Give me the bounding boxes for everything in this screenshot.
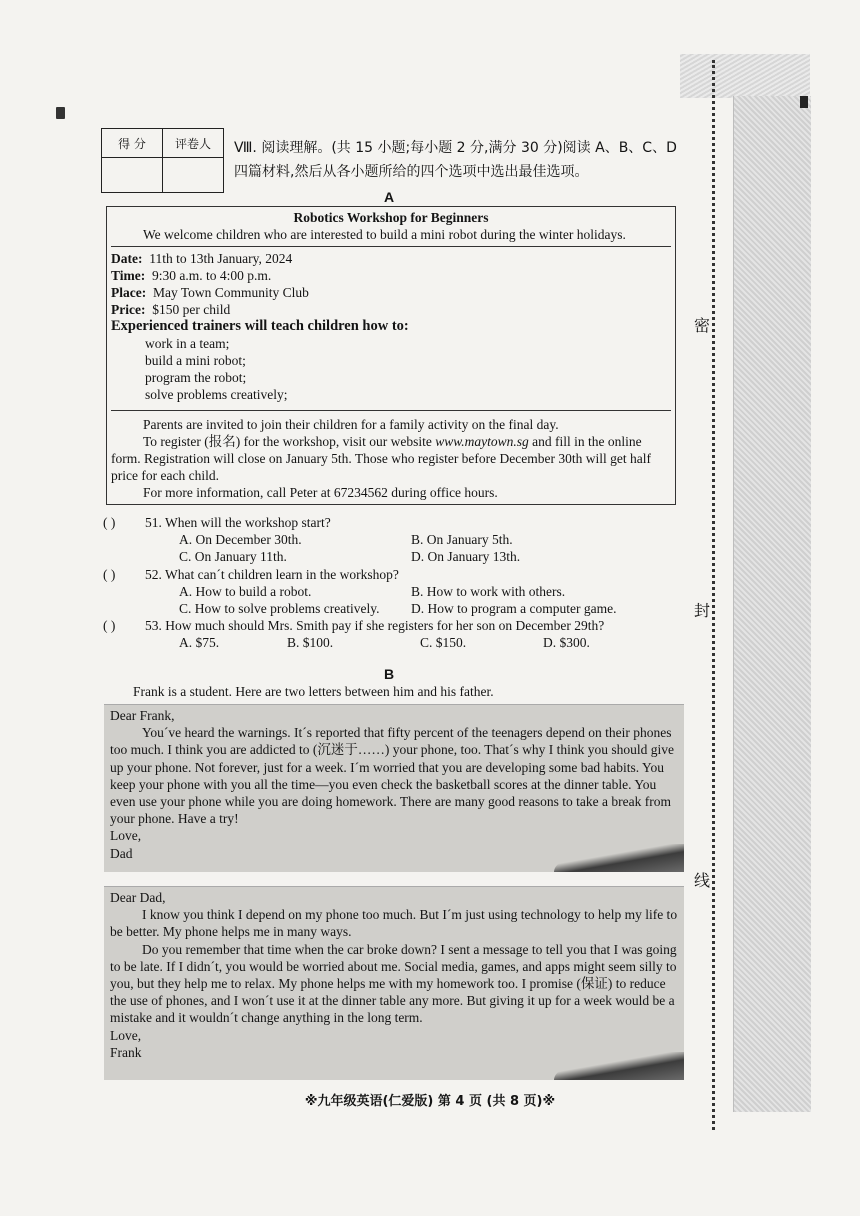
divider — [111, 410, 671, 411]
option-c: C. How to solve problems creatively. — [179, 601, 380, 616]
option-b: B. How to work with others. — [411, 584, 566, 599]
section-instructions: Ⅷ. 阅读理解。(共 15 小题;每小题 2 分,满分 30 分)阅读 A、B、C、D 四篇材料,然后从各小题所给的四个选项中选出最佳选项。 — [234, 140, 677, 180]
question-stem: 53. How much should Mrs. Smith pay if she registers for her son on December 29th? — [145, 618, 605, 633]
detail-place: Place: May Town Community Club — [111, 285, 309, 300]
task-item: build a mini robot; — [145, 353, 246, 368]
registration-mark — [800, 96, 808, 108]
letter-body: You´ve heard the warnings. It´s reported that fifty percent of the teenagers depend on their phones too much. I think you are addicted to (沉迷于……) your phone, too. That´s why I think you should give up your phone. Not forever, just for a week. I´m worried that you are developing some bad habits. You keep your phone with you all the time—you even check the basketball scores at the dinner table. You even use your phone while you are doing homework. There are many good reasons to take a break from your phone. Have a try! — [110, 725, 675, 827]
page-footer: ※九年级英语(仁爱版) 第 4 页 (共 8 页)※ — [304, 1094, 556, 1109]
question-stem: 52. What can´t children learn in the workshop? — [145, 567, 399, 582]
option-d: D. $300. — [543, 635, 590, 650]
part-b-intro: Frank is a student. Here are two letters between him and his father. — [133, 684, 494, 699]
letter-body: I know you think I depend on my phone too much. But I´m just using technology to help my life to be better. My phone helps me in many ways. — [110, 907, 678, 940]
binding-strip-top — [680, 54, 810, 98]
option-b: B. On January 5th. — [411, 532, 513, 547]
seal-label-feng: 封 — [694, 596, 710, 623]
answer-blank[interactable]: ( ) — [103, 618, 116, 633]
option-b: B. $100. — [287, 635, 334, 650]
option-d: D. On January 13th. — [411, 549, 521, 564]
option-c: C. $150. — [420, 635, 467, 650]
grader-cell[interactable] — [163, 158, 224, 193]
question-stem: 51. When will the workshop start? — [145, 515, 331, 530]
part-a-label: A — [384, 189, 395, 205]
seal-dotted-line — [712, 60, 715, 1130]
answer-blank[interactable]: ( ) — [103, 567, 116, 582]
binding-strip — [733, 96, 811, 1112]
question-52 — [103, 566, 703, 617]
grader-header: 评卷人 — [163, 129, 224, 158]
trainers-heading: Experienced trainers will teach children how to: — [111, 318, 409, 334]
task-item: solve problems creatively; — [145, 387, 288, 402]
option-a: A. On December 30th. — [179, 532, 302, 547]
registration-text: To register (报名) for the workshop, visit our website www.maytown.sg and fill in the online form. Registration will close on January 5th. Those who register before December 30th will get half price for each child. — [111, 434, 651, 483]
letter-body: Do you remember that time when the car broke down? I sent a message to tell you that I was going to be late. If I didn´t, you would be worried about me. Social media, games, and apps might seem silly to you, but they help me to relax. My phone helps me with my homework too. I promise (保证) to reduce the use of phones, and I won´t use it at the dinner table any more. But giving it up for a week would be a mistake and it wouldn´t change anything in the long term. — [110, 941, 677, 1026]
letter-signature: Dad — [110, 845, 133, 861]
corner-mark — [56, 107, 65, 119]
workshop-notice — [106, 206, 676, 505]
seal-label-mi: 密 — [694, 311, 710, 338]
divider — [111, 246, 671, 247]
contact-text: For more information, call Peter at 67234562 during office hours. — [143, 485, 498, 500]
answer-blank[interactable]: ( ) — [103, 515, 116, 530]
workshop-intro: We welcome children who are interested to build a mini robot during the winter holidays. — [143, 227, 626, 242]
question-51 — [103, 514, 703, 565]
workshop-title: Robotics Workshop for Beginners — [293, 210, 489, 225]
letter-from-dad — [104, 704, 684, 872]
letter-closing: Love, — [110, 1027, 142, 1043]
letter-closing: Love, — [110, 828, 142, 844]
website-link: www.maytown.sg — [435, 434, 529, 449]
option-a: A. $75. — [179, 635, 220, 650]
letter-greeting: Dear Frank, — [110, 708, 175, 723]
question-53 — [103, 617, 703, 651]
option-a: A. How to build a robot. — [179, 584, 312, 599]
option-d: D. How to program a computer game. — [411, 601, 617, 616]
letter-greeting: Dear Dad, — [110, 890, 166, 905]
letter-from-frank — [104, 886, 684, 1080]
family-activity-text: Parents are invited to join their children for a family activity on the final day. — [143, 417, 559, 432]
score-header: 得 分 — [102, 129, 163, 158]
detail-date: Date: 11th to 13th January, 2024 — [111, 251, 293, 266]
seal-label-xian: 线 — [694, 866, 710, 893]
part-b-label: B — [384, 666, 395, 682]
score-cell[interactable] — [102, 158, 163, 193]
letter-signature: Frank — [110, 1044, 142, 1060]
detail-price: Price: $150 per child — [111, 302, 231, 317]
detail-time: Time: 9:30 a.m. to 4:00 p.m. — [111, 268, 272, 283]
option-c: C. On January 11th. — [179, 549, 287, 564]
task-item: program the robot; — [145, 370, 247, 385]
score-table — [101, 128, 224, 193]
task-item: work in a team; — [145, 336, 230, 351]
